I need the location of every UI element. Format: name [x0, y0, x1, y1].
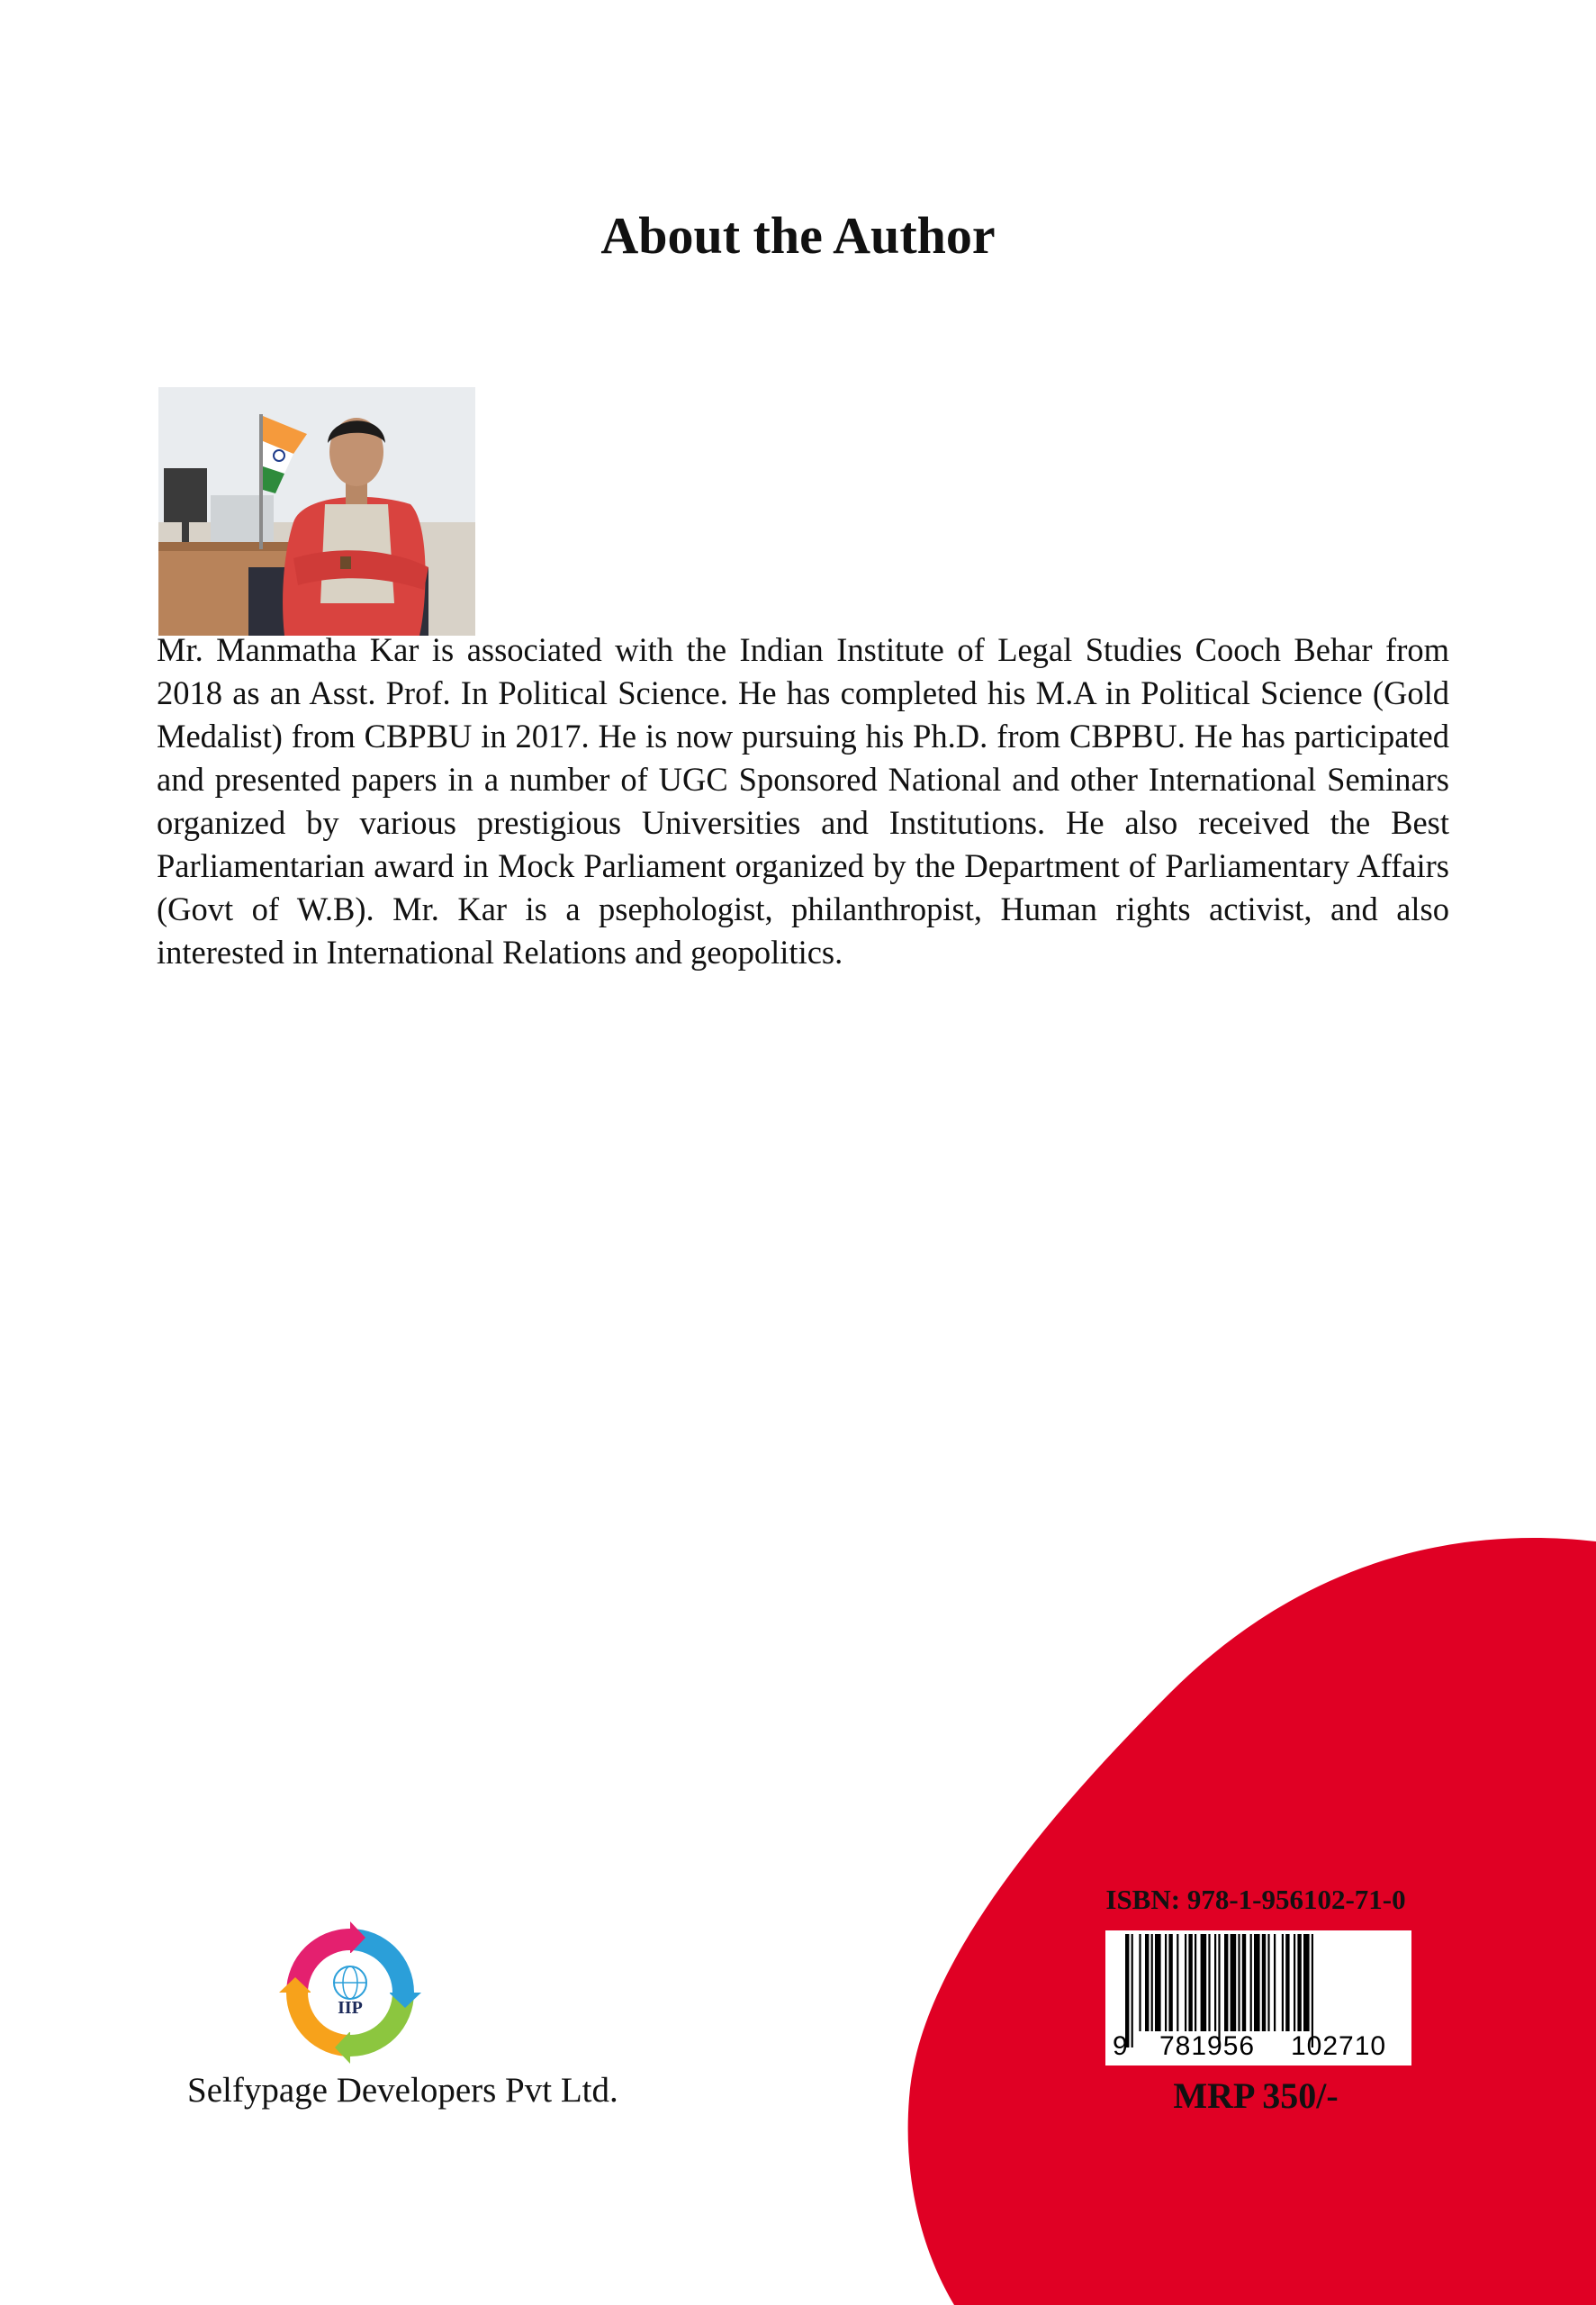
barcode-group-1: 781956: [1159, 2031, 1256, 2061]
barcode-bar: [1188, 1934, 1192, 2031]
author-photo: [158, 387, 475, 636]
barcode-bar: [1267, 1934, 1269, 2031]
barcode-bar: [1139, 1934, 1141, 2031]
barcode: [1105, 1930, 1411, 2065]
barcode-bar: [1254, 1934, 1260, 2031]
barcode-bar: [1274, 1934, 1276, 2031]
barcode-bar: [1297, 1934, 1301, 2031]
barcode-bar: [1282, 1934, 1284, 2031]
barcode-bar: [1145, 1934, 1149, 2031]
barcode-bar: [1208, 1934, 1210, 2031]
barcode-bar: [1151, 1934, 1153, 2031]
barcode-bar: [1262, 1934, 1266, 2031]
barcode-bar: [1201, 1934, 1207, 2031]
author-bio: Mr. Manmatha Kar is associated with the Indian Institute of Legal Studies Cooch Behar from 2018 as an Asst. Prof. In Political Science. He has completed his M.A in Political Science (Gold Medalist) from CBPBU in 2017. He is now pursuing his Ph.D. from CBPBU. He has participated and presented papers in a number of UGC Sponsored National and other International Seminars organized by various prestigious Universities and Institutions. He also received the Best Parliamentarian award in Mock Parliament organized by the Department of Parliamentary Affairs (Govt of W.B). Mr. Kar is a psephologist, philanthropist, Human rights activist, and also interested in International Relations and geopolitics.: [157, 631, 1449, 971]
barcode-bar: [1155, 1934, 1161, 2031]
page-title: About the Author: [600, 206, 996, 265]
price-label: MRP 350/-: [1173, 2075, 1339, 2116]
barcode-bar: [1132, 1934, 1133, 2047]
barcode-bar: [1285, 1934, 1289, 2031]
barcode-bar: [1185, 1934, 1186, 2031]
barcode-bar: [1168, 1934, 1172, 2031]
barcode-bar: [1238, 1934, 1240, 2031]
publisher-name: Selfypage Developers Pvt Ltd.: [187, 2071, 618, 2110]
barcode-lead-digit: 9: [1113, 2031, 1129, 2061]
barcode-bar: [1242, 1934, 1246, 2031]
isbn-label: ISBN: 978-1-956102-71-0: [1105, 1884, 1406, 1915]
publisher-logo: [275, 1918, 425, 2067]
barcode-bar: [1294, 1934, 1295, 2031]
barcode-bar: [1231, 1934, 1237, 2031]
publisher-logo-text: IIP: [338, 1998, 363, 2018]
barcode-bar: [1303, 1934, 1310, 2031]
barcode-bar: [1165, 1934, 1167, 2031]
barcode-bar: [1195, 1934, 1196, 2031]
barcode-bar: [1250, 1934, 1252, 2031]
barcode-group-2: 102710: [1291, 2031, 1387, 2061]
barcode-bar: [1177, 1934, 1178, 2031]
barcode-bar: [1214, 1934, 1216, 2031]
barcode-bar: [1224, 1934, 1228, 2031]
